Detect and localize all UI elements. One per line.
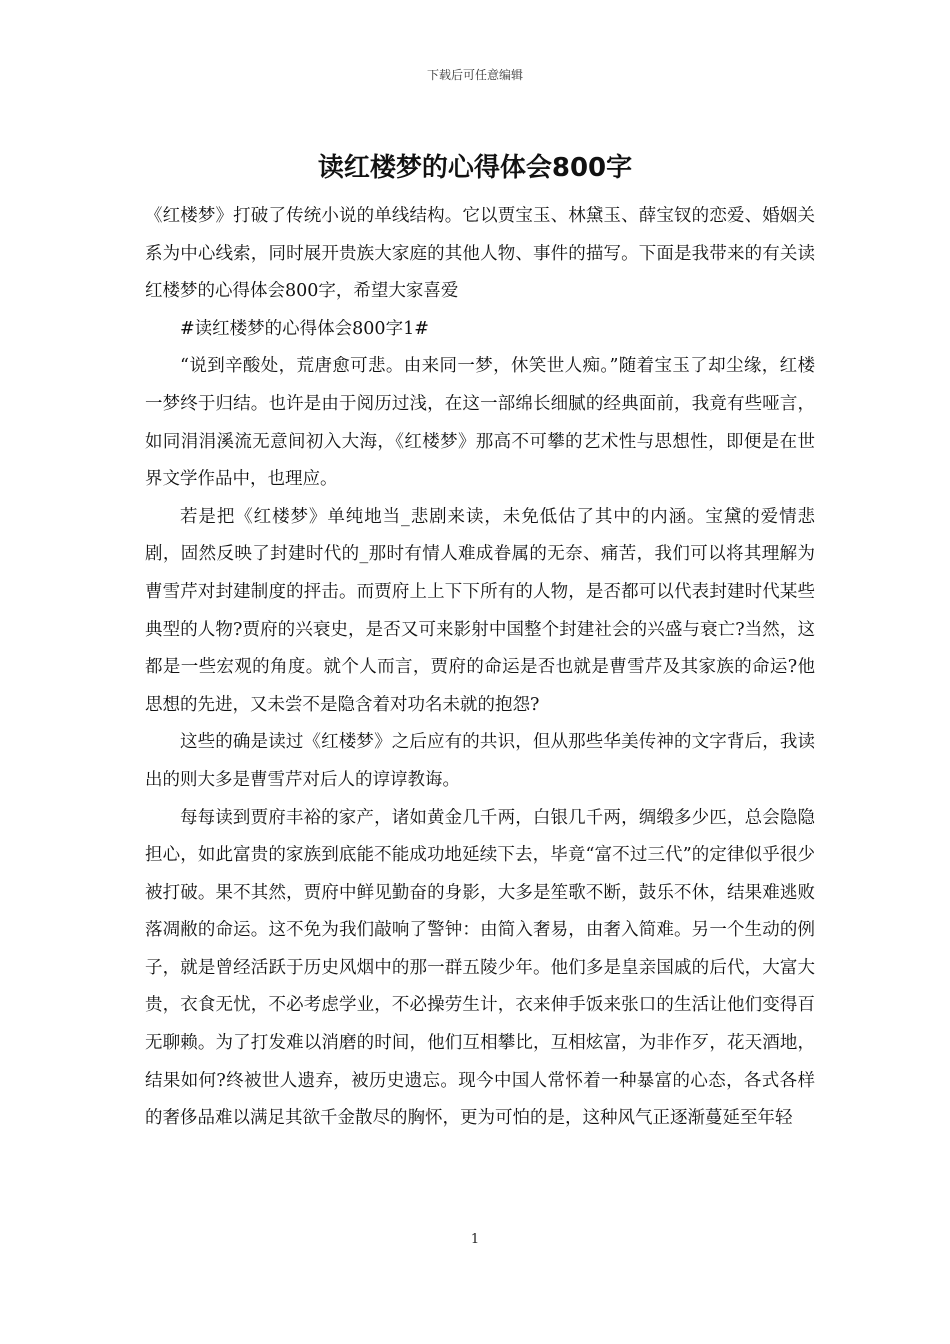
body-paragraph: 若是把《红楼梦》单纯地当_悲剧来读，未免低估了其中的内涵。宝黛的爱情悲剧，固然反映了封建时代的_那时有情人难成眷属的无奈、痛苦，我们可以将其理解为曹雪芹对封建制度的抨击。而贾府上上下下所有的人物，是否都可以代表封建时代某些典型的人物?贾府的兴衰史，是否又可来影射中国整个封建社会的兴盛与衰亡?当然，这都是一些宏观的角度。就个人而言，贾府的命运是否也就是曹雪芹及其家族的命运?他思想的先进，又未尝不是隐含着对功名未就的抱怨? <box>145 506 815 715</box>
body-paragraph: 每每读到贾府丰裕的家产，诸如黄金几千两，白银几千两，绸缎多少匹，总会隐隐担心，如此富贵的家族到底能不能成功地延续下去，毕竟“富不过三代”的定律似乎很少被打破。果不其然，贾府中鲜见勤奋的身影，大多是笙歌不断，鼓乐不休，结果难逃败落凋敝的命运。这不免为我们敲响了警钟：由简入奢易，由奢入简难。另一个生动的例子，就是曾经活跃于历史风烟中的那一群五陵少年。他们多是皇亲国戚的后代，大富大贵，衣食无忧，不必考虑学业，不必操劳生计，衣来伸手饭来张口的生活让他们变得百无聊赖。为了打发难以消磨的时间，他们互相攀比，互相炫富，为非作歹，花天酒地，结果如何?终被世人遗弃，被历史遗忘。现今中国人常怀着一种暴富的心态，各式各样的奢侈品难以满足其欲千金散尽的胸怀，更为可怕的是，这种风气正逐渐蔓延至年轻 <box>145 807 815 1129</box>
header-note: 下载后可任意编辑 <box>426 68 523 82</box>
body-paragraph: 这些的确是读过《红楼梦》之后应有的共识，但从那些华美传神的文字背后，我读出的则大多是曹雪芹对后人的谆谆教诲。 <box>145 732 815 790</box>
body-paragraph: “说到辛酸处，荒唐愈可悲。由来同一梦，休笑世人痴。”随着宝玉了却尘缘，红楼一梦终于归结。也许是由于阅历过浅，在这一部绵长细腻的经典面前，我竟有些哑言，如同涓涓溪流无意间初入大海，《红楼梦》那高不可攀的艺术性与思想性，即便是在世界文学作品中，也理应。 <box>145 356 815 490</box>
section-heading: #读红楼梦的心得体会800字1# <box>180 318 429 339</box>
intro-paragraph: 《红楼梦》打破了传统小说的单线结构。它以贾宝玉、林黛玉、薛宝钗的恋爱、婚姻关系为中心线索，同时展开贵族大家庭的其他人物、事件的描写。下面是我带来的有关读红楼梦的心得体会800字，希望大家喜爱 <box>145 206 815 302</box>
document-body <box>145 198 815 1138</box>
document-title: 读红楼梦的心得体会800字 <box>317 153 633 183</box>
page-number: 1 <box>470 1232 480 1247</box>
